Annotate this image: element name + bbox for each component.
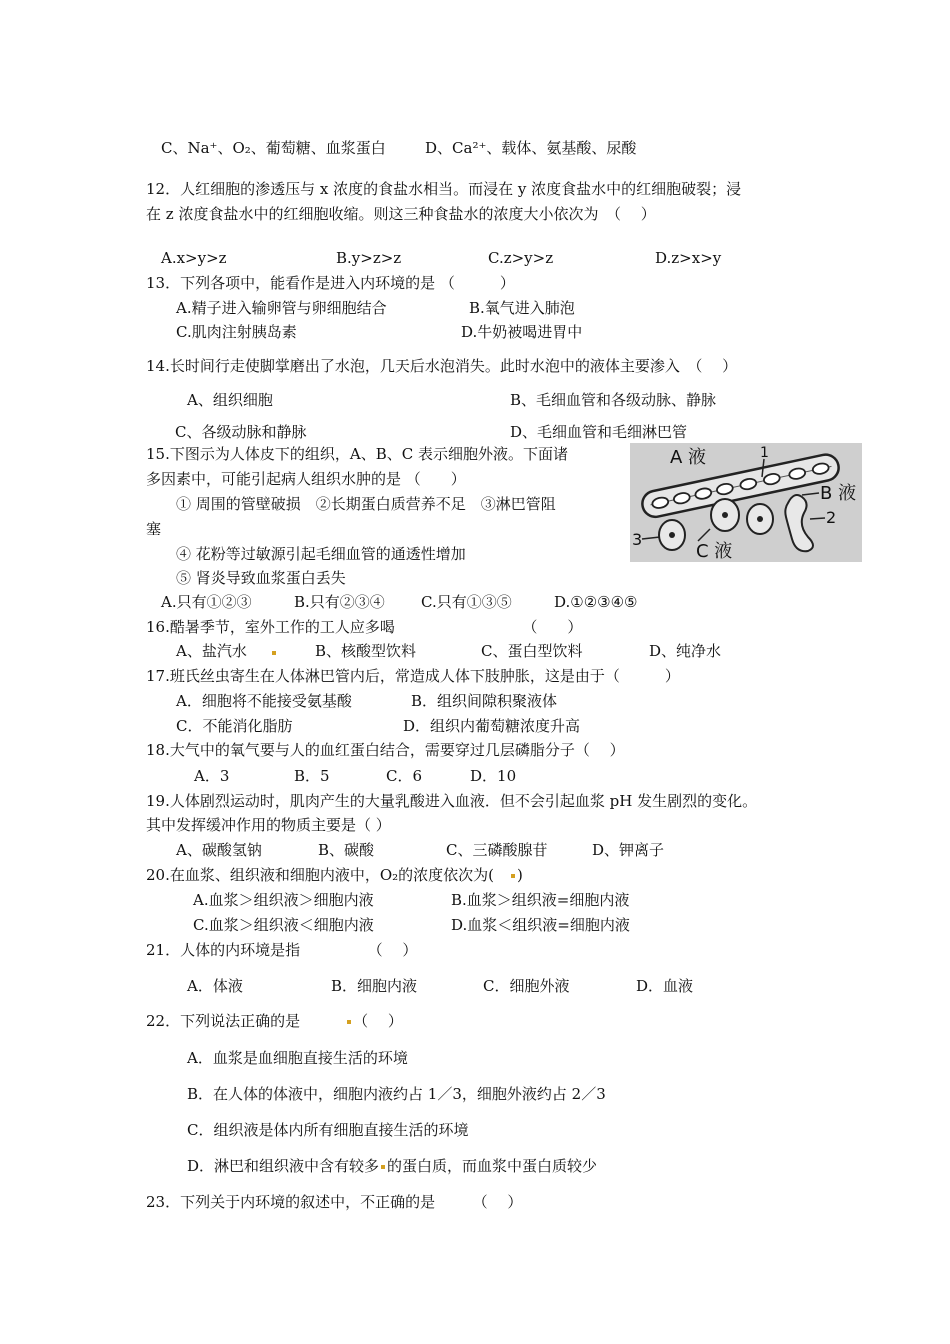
q14-stem: 14.长时间行走使脚掌磨出了水泡，几天后水泡消失。此时水泡中的液体主要渗入 （ ）	[146, 357, 738, 375]
q17-option-d: D．组织内葡萄糖浓度升高	[403, 717, 581, 735]
q15-factor-line4: 塞	[146, 520, 162, 538]
q13-option-d: D.牛奶被喝进胃中	[461, 323, 583, 341]
q19-option-c: C、三磷酸腺苷	[446, 841, 548, 859]
q22-stem-end: （ ）	[353, 1012, 403, 1030]
q22-option-b: B．在人体的体液中，细胞内液约占 1／3，细胞外液约占 2／3	[187, 1085, 606, 1103]
q14-option-b: B、毛细血管和各级动脉、静脉	[510, 391, 717, 409]
q12-stem-line1: 12．人红细胞的渗透压与 x 浓度的食盐水相当。而浸在 y 浓度食盐水中的红细胞破裂；浸	[146, 180, 742, 198]
q22-stem-text: 22．下列说法正确的是	[146, 1012, 346, 1030]
q17-option-b: B．组织间隙积聚液体	[411, 692, 558, 710]
decorative-dot	[272, 651, 276, 655]
tissue-diagram	[630, 443, 862, 562]
q12-option-c: C.z>y>z	[488, 249, 554, 267]
q22-option-a: A．血浆是血细胞直接生活的环境	[187, 1049, 408, 1067]
q12-stem-line2: 在 z 浓度食盐水中的红细胞收缩。则这三种食盐水的浓度大小依次为 （ ）	[146, 205, 656, 223]
q13-option-a: A.精子进入输卵管与卵细胞结合	[176, 299, 387, 317]
q19-stem-line1: 19.人体剧烈运动时，肌肉产生的大量乳酸进入血液．但不会引起血浆 pH 发生剧烈的变化。	[146, 792, 758, 810]
q20-stem-end: )	[517, 866, 523, 884]
q21-option-b: B．细胞内液	[331, 977, 418, 995]
q16-stem: 16.酷暑季节，室外工作的工人应多喝 （ ）	[146, 618, 583, 636]
q15-stem-line1: 15.下图示为人体皮下的组织，A、B、C 表示细胞外液。下面诸	[146, 445, 568, 463]
q18-option-c: C．6	[386, 767, 423, 785]
q21-option-c: C．细胞外液	[483, 977, 570, 995]
q13-option-b: B.氧气进入肺泡	[469, 299, 575, 317]
q15-factor-line6: ⑤ 肾炎导致血浆蛋白丢失	[176, 569, 346, 587]
q12-option-b: B.y>z>z	[336, 249, 402, 267]
q22-stem	[146, 1011, 403, 1031]
q11-option-c: C、Na⁺、O₂、葡萄糖、血浆蛋白	[161, 139, 386, 157]
label-a: A 液	[670, 447, 707, 468]
q16-option-b: B、核酸型饮料	[315, 642, 417, 660]
q16-option-d: D、纯净水	[649, 642, 722, 660]
q21-option-d: D．血液	[636, 977, 694, 995]
q17-stem: 17.班氏丝虫寄生在人体淋巴管内后，常造成人体下肢肿胀，这是由于（ ）	[146, 667, 680, 685]
q18-option-b: B．5	[294, 767, 330, 785]
decorative-dot	[347, 1020, 351, 1024]
label-b: B 液	[820, 483, 857, 504]
q22-option-c: C．组织液是体内所有细胞直接生活的环境	[187, 1121, 469, 1139]
label-c: C 液	[696, 541, 733, 562]
q18-option-a: A．3	[194, 767, 230, 785]
q17-option-a: A．细胞将不能接受氨基酸	[176, 692, 352, 710]
q19-option-b: B、碳酸	[318, 841, 375, 859]
q15-stem-line2: 多因素中，可能引起病人组织水肿的是 （ ）	[146, 470, 466, 488]
label-num3: 3	[632, 530, 643, 549]
q15-option-c: C.只有①③⑤	[421, 593, 512, 611]
q20-option-b: B.血浆＞组织液=细胞内液	[451, 891, 630, 909]
q12-option-d: D.z>x>y	[655, 249, 722, 267]
q19-option-d: D、钾离子	[592, 841, 665, 859]
q15-option-a: A.只有①②③	[161, 593, 252, 611]
label-num2: 2	[826, 508, 837, 527]
q18-stem: 18.大气中的氧气要与人的血红蛋白结合，需要穿过几层磷脂分子（ ）	[146, 741, 625, 759]
q21-option-a: A．体液	[187, 977, 243, 995]
label-num1: 1	[760, 445, 769, 461]
q13-stem: 13．下列各项中，能看作是进入内环境的是 （ ）	[146, 274, 515, 292]
q23-stem: 23．下列关于内环境的叙述中，不正确的是 （ ）	[146, 1193, 523, 1211]
q19-option-a: A、碳酸氢钠	[176, 841, 262, 859]
q22-option-d-part1: D．淋巴和组织液中含有较多	[187, 1157, 380, 1175]
q20-option-a: A.血浆＞组织液＞细胞内液	[193, 891, 374, 909]
q15-option-d: D.①②③④⑤	[554, 593, 638, 611]
q20-option-c: C.血浆＞组织液＜细胞内液	[193, 916, 374, 934]
decorative-dot	[511, 874, 515, 878]
q21-stem: 21．人体的内环境是指 （ ）	[146, 941, 418, 959]
q14-option-a: A、组织细胞	[187, 391, 273, 409]
q18-option-d: D．10	[470, 767, 517, 785]
q20-stem-text: 20.在血浆、组织液和细胞内液中，O₂的浓度依次为(	[146, 866, 510, 884]
q15-option-b: B.只有②③④	[294, 593, 385, 611]
q17-option-c: C．不能消化脂肪	[176, 717, 293, 735]
q20-option-d: D.血浆＜组织液=细胞内液	[451, 916, 630, 934]
q16-option-c: C、蛋白型饮料	[481, 642, 583, 660]
q14-option-d: D、毛细血管和毛细淋巴管	[510, 423, 688, 441]
q15-factor-line3: ① 周围的管壁破损 ②长期蛋白质营养不足 ③淋巴管阻	[176, 495, 556, 513]
q15-factor-line5: ④ 花粉等过敏源引起毛细血管的通透性增加	[176, 545, 466, 563]
q20-stem	[146, 865, 523, 885]
q12-option-a: A.x>y>z	[161, 249, 227, 267]
q11-option-d: D、Ca²⁺、载体、氨基酸、尿酸	[425, 139, 637, 157]
q14-option-c: C、各级动脉和静脉	[175, 423, 307, 441]
decorative-dot	[381, 1165, 385, 1169]
q22-option-d-part2: 的蛋白质，而血浆中蛋白质较少	[387, 1157, 598, 1175]
q16-option-a: A、盐汽水	[176, 642, 247, 660]
q13-option-c: C.肌肉注射胰岛素	[176, 323, 297, 341]
q22-option-d	[187, 1156, 597, 1176]
q19-stem-line2: 其中发挥缓冲作用的物质主要是（ ）	[146, 816, 391, 834]
